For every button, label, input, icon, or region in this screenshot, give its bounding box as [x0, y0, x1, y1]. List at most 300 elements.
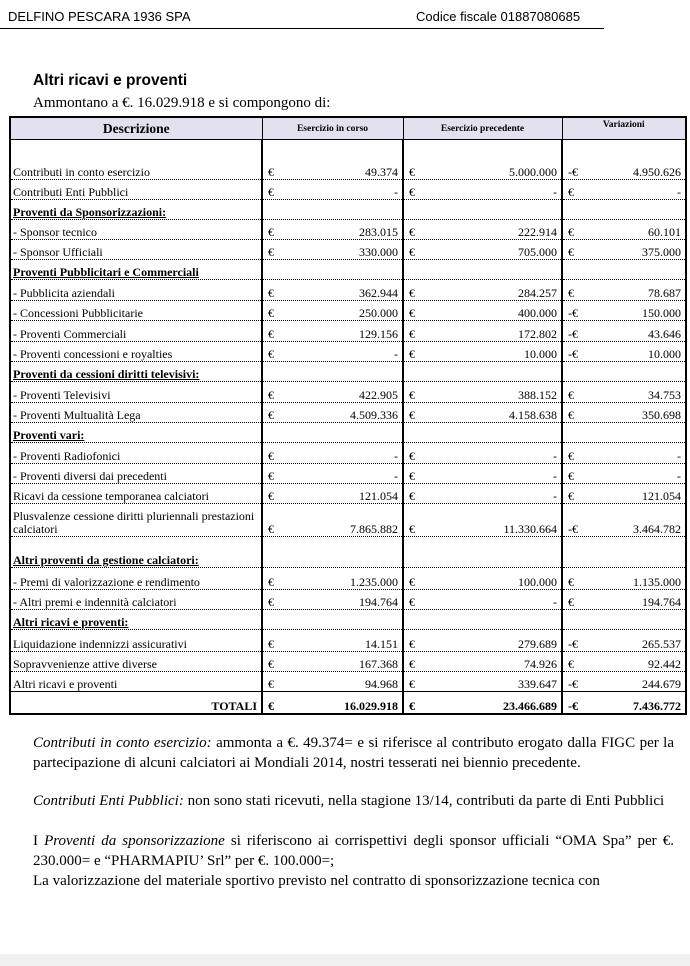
amount-value: - — [394, 185, 398, 199]
cell-esercizio-in-corso — [262, 484, 403, 504]
total-variazioni — [562, 692, 686, 714]
amount-value: 100.000 — [518, 575, 557, 589]
cell-esercizio-in-corso — [262, 568, 403, 590]
row-description — [10, 464, 262, 484]
currency-sign: € — [568, 449, 574, 463]
currency-sign: € — [568, 489, 574, 503]
row-description — [10, 362, 262, 382]
footer-bar — [0, 954, 690, 966]
currency-sign: € — [268, 185, 274, 199]
amount-value: 222.914 — [518, 225, 557, 239]
row-description — [10, 260, 262, 280]
row-description — [10, 652, 262, 672]
row-description-text: - Proventi Multualità Lega — [13, 408, 141, 422]
amount-value: 121.054 — [359, 489, 398, 503]
amount — [406, 576, 557, 589]
currency-sign: € — [409, 469, 415, 483]
amount — [406, 246, 557, 259]
cell-esercizio-precedente — [403, 610, 562, 630]
currency-sign: € — [268, 408, 274, 422]
cell-esercizio-precedente — [403, 464, 562, 484]
currency-sign: € — [268, 522, 274, 536]
cell-variazioni — [562, 484, 686, 504]
table-row — [10, 443, 686, 464]
amount — [265, 328, 398, 341]
amount — [265, 470, 398, 483]
amount — [265, 658, 398, 671]
cell-esercizio-in-corso — [262, 342, 403, 362]
currency-sign: -€ — [568, 522, 578, 536]
row-description-text: - Proventi concessioni e royalties — [13, 347, 173, 361]
amount-value: - — [677, 185, 681, 199]
amount — [265, 348, 398, 361]
amount — [406, 490, 557, 503]
row-description — [10, 568, 262, 590]
row-description-text: Altri proventi da gestione calciatori: — [13, 553, 199, 567]
amount-value: 92.442 — [648, 657, 681, 671]
cell-variazioni — [562, 464, 686, 484]
amount — [406, 389, 557, 402]
cell-esercizio-in-corso — [262, 220, 403, 240]
cell-esercizio-in-corso — [262, 200, 403, 220]
amount — [265, 246, 398, 259]
amount-value: - — [553, 449, 557, 463]
row-description — [10, 443, 262, 464]
row-description — [10, 180, 262, 200]
cell-esercizio-in-corso — [262, 652, 403, 672]
amount — [565, 576, 681, 589]
amount-value: 194.764 — [642, 595, 681, 609]
cell-variazioni — [562, 200, 686, 220]
cell-variazioni — [562, 672, 686, 692]
row-description-text: Altri ricavi e proventi: — [13, 615, 129, 629]
table-row — [10, 301, 686, 321]
row-description — [10, 342, 262, 362]
row-description — [10, 590, 262, 610]
amount-value: 388.152 — [518, 388, 557, 402]
table-row — [10, 484, 686, 504]
amount-value: 10.000 — [648, 347, 681, 361]
row-description-text: - Sponsor tecnico — [13, 225, 97, 239]
amount-value: - — [394, 347, 398, 361]
amount-value: 330.000 — [359, 245, 398, 259]
amount — [565, 389, 681, 402]
row-description — [10, 321, 262, 342]
amount-value: 4.509.336 — [350, 408, 398, 422]
currency-sign: € — [409, 449, 415, 463]
row-description-text: - Premi di valorizzazione e rendimento — [13, 575, 200, 589]
currency-sign: € — [268, 698, 274, 713]
table-group-header — [10, 260, 686, 280]
table-row — [10, 652, 686, 672]
total-esercizio-precedente — [403, 692, 562, 714]
amount — [265, 450, 398, 463]
currency-sign: € — [268, 469, 274, 483]
table-row — [10, 240, 686, 260]
currency-sign: € — [409, 677, 415, 691]
amount-value: - — [553, 489, 557, 503]
row-description — [10, 280, 262, 301]
cell-esercizio-precedente — [403, 301, 562, 321]
amount-value: 1.135.000 — [633, 575, 681, 589]
amount-value: 265.537 — [642, 637, 681, 651]
table-group-header — [10, 537, 686, 568]
row-description — [10, 423, 262, 443]
table-row — [10, 464, 686, 484]
table-row — [10, 382, 686, 403]
amount — [406, 678, 557, 691]
amount — [265, 389, 398, 402]
currency-sign: -€ — [568, 165, 578, 179]
currency-sign: € — [268, 286, 274, 300]
amount-value: 400.000 — [518, 306, 557, 320]
row-description-text: Contributi Enti Pubblici — [13, 185, 129, 199]
cell-esercizio-precedente — [403, 140, 562, 180]
currency-sign: € — [409, 408, 415, 422]
table-group-header — [10, 423, 686, 443]
cell-variazioni — [562, 630, 686, 652]
section-intro: Ammontano a €. 16.029.918 e si compongono di: — [33, 95, 331, 111]
table-group-header — [10, 610, 686, 630]
currency-sign: € — [409, 637, 415, 651]
currency-sign: € — [268, 327, 274, 341]
row-description-text: Proventi vari: — [13, 428, 85, 442]
cell-esercizio-in-corso — [262, 610, 403, 630]
currency-sign: € — [568, 408, 574, 422]
table-row — [10, 140, 686, 180]
amount-value: 5.000.000 — [509, 165, 557, 179]
amount — [265, 596, 398, 609]
cell-variazioni — [562, 504, 686, 537]
cell-esercizio-in-corso — [262, 537, 403, 568]
currency-sign: € — [268, 388, 274, 402]
total-label — [10, 692, 262, 714]
cell-esercizio-in-corso — [262, 240, 403, 260]
amount-value: 129.156 — [359, 327, 398, 341]
cell-esercizio-precedente — [403, 200, 562, 220]
row-description-text: Sopravvenienze attive diverse — [13, 657, 157, 671]
cell-esercizio-precedente — [403, 568, 562, 590]
page-header — [0, 0, 690, 30]
cell-esercizio-precedente — [403, 672, 562, 692]
currency-sign: € — [268, 575, 274, 589]
amount — [565, 186, 681, 199]
currency-sign: € — [409, 327, 415, 341]
amount — [565, 328, 681, 341]
table-row — [10, 180, 686, 200]
amount-value: 78.687 — [648, 286, 681, 300]
amount-value: 34.753 — [648, 388, 681, 402]
total-label-text: TOTALI — [211, 698, 257, 713]
row-description — [10, 220, 262, 240]
note-materiale-sportivo — [33, 871, 674, 891]
amount-value: 1.235.000 — [350, 575, 398, 589]
currency-sign: € — [268, 677, 274, 691]
currency-sign: -€ — [568, 327, 578, 341]
amount-value: 375.000 — [642, 245, 681, 259]
table-row — [10, 403, 686, 423]
currency-sign: € — [568, 286, 574, 300]
currency-sign: € — [268, 449, 274, 463]
currency-sign: € — [568, 575, 574, 589]
cell-esercizio-precedente — [403, 382, 562, 403]
row-description-text: Altri ricavi e proventi — [13, 677, 118, 691]
row-description-text: Plusvalenze cessione diritti pluriennali prestazioni calciatori — [13, 509, 255, 536]
cell-esercizio-in-corso — [262, 260, 403, 280]
table-row — [10, 342, 686, 362]
cell-esercizio-precedente — [403, 362, 562, 382]
currency-sign: -€ — [568, 637, 578, 651]
row-description — [10, 630, 262, 652]
currency-sign: € — [268, 657, 274, 671]
amount — [406, 638, 557, 651]
amount — [406, 596, 557, 609]
revenue-table — [9, 116, 687, 715]
amount — [265, 700, 398, 713]
amount-value: 244.679 — [642, 677, 681, 691]
total-esercizio-in-corso — [262, 692, 403, 714]
cell-esercizio-in-corso — [262, 280, 403, 301]
row-description — [10, 504, 262, 537]
amount-value: 10.000 — [524, 347, 557, 361]
amount — [565, 678, 681, 691]
amount — [406, 470, 557, 483]
cell-variazioni — [562, 240, 686, 260]
currency-sign: € — [568, 469, 574, 483]
currency-sign: -€ — [568, 698, 578, 713]
amount — [265, 576, 398, 589]
cell-esercizio-precedente — [403, 443, 562, 464]
currency-sign: € — [568, 388, 574, 402]
currency-sign: € — [268, 225, 274, 239]
cell-esercizio-precedente — [403, 537, 562, 568]
currency-sign: € — [568, 225, 574, 239]
row-description-text: - Proventi diversi dai precedenti — [13, 469, 167, 483]
cell-esercizio-in-corso — [262, 403, 403, 423]
cell-variazioni — [562, 610, 686, 630]
table-header-row — [10, 117, 686, 140]
amount-value: 3.464.782 — [633, 522, 681, 536]
amount-value: 150.000 — [642, 306, 681, 320]
amount-value: 14.151 — [365, 637, 398, 651]
cell-esercizio-in-corso — [262, 672, 403, 692]
cell-esercizio-precedente — [403, 590, 562, 610]
row-description-text: Proventi da Sponsorizzazioni: — [13, 205, 167, 219]
amount-value: - — [394, 449, 398, 463]
amount — [565, 307, 681, 320]
currency-sign: € — [568, 185, 574, 199]
col-header-variazioni: Variazioni — [562, 117, 686, 140]
cell-variazioni — [562, 537, 686, 568]
currency-sign: € — [409, 657, 415, 671]
amount-value: 283.015 — [359, 225, 398, 239]
currency-sign: -€ — [568, 347, 578, 361]
company-name: DELFINO PESCARA 1936 SPA — [8, 9, 191, 24]
currency-sign: € — [409, 347, 415, 361]
amount-value: 4.158.638 — [509, 408, 557, 422]
cell-esercizio-in-corso — [262, 140, 403, 180]
amount — [265, 523, 398, 536]
amount — [565, 523, 681, 536]
cell-variazioni — [562, 423, 686, 443]
cell-variazioni — [562, 321, 686, 342]
amount-value: 4.950.626 — [633, 165, 681, 179]
row-description-text: Contributi in conto esercizio — [13, 165, 150, 179]
amount-value: - — [553, 595, 557, 609]
table-row — [10, 630, 686, 652]
cell-variazioni — [562, 403, 686, 423]
currency-sign: € — [409, 489, 415, 503]
currency-sign: € — [268, 595, 274, 609]
amount — [265, 678, 398, 691]
cell-esercizio-in-corso — [262, 180, 403, 200]
amount-value: - — [394, 469, 398, 483]
amount — [406, 700, 557, 713]
cell-esercizio-precedente — [403, 403, 562, 423]
cell-esercizio-in-corso — [262, 590, 403, 610]
amount — [406, 166, 557, 179]
table-row — [10, 568, 686, 590]
cell-variazioni — [562, 342, 686, 362]
amount — [406, 409, 557, 422]
cell-variazioni — [562, 590, 686, 610]
cell-esercizio-precedente — [403, 652, 562, 672]
amount-value: 74.926 — [524, 657, 557, 671]
amount-value: 705.000 — [518, 245, 557, 259]
table-body — [10, 140, 686, 714]
row-description — [10, 140, 262, 180]
col-header-esercizio-in-corso: Esercizio in corso — [262, 117, 403, 140]
row-description-text: - Altri premi e indennità calciatori — [13, 595, 177, 609]
currency-sign: € — [409, 306, 415, 320]
cell-esercizio-precedente — [403, 630, 562, 652]
cell-esercizio-in-corso — [262, 362, 403, 382]
cell-esercizio-precedente — [403, 180, 562, 200]
cell-esercizio-precedente — [403, 240, 562, 260]
amount-value: 16.029.918 — [344, 698, 398, 713]
amount — [265, 409, 398, 422]
amount-value: - — [553, 469, 557, 483]
row-description — [10, 403, 262, 423]
cell-variazioni — [562, 260, 686, 280]
currency-sign: € — [409, 522, 415, 536]
cell-esercizio-precedente — [403, 260, 562, 280]
currency-sign: € — [268, 489, 274, 503]
cell-variazioni — [562, 443, 686, 464]
row-description-text: Proventi da cessioni diritti televisivi: — [13, 367, 200, 381]
amount — [265, 490, 398, 503]
table-group-header — [10, 362, 686, 382]
amount — [565, 226, 681, 239]
amount — [265, 226, 398, 239]
cell-variazioni — [562, 180, 686, 200]
currency-sign: € — [268, 637, 274, 651]
note-sponsorizzazione — [33, 831, 674, 871]
amount — [406, 658, 557, 671]
amount-value: 284.257 — [518, 286, 557, 300]
table-row — [10, 504, 686, 537]
amount-value: 167.368 — [359, 657, 398, 671]
amount — [265, 287, 398, 300]
cell-variazioni — [562, 652, 686, 672]
currency-sign: € — [409, 225, 415, 239]
cell-esercizio-in-corso — [262, 443, 403, 464]
row-description — [10, 484, 262, 504]
amount — [406, 287, 557, 300]
note-text: ammonta a €. 49.374= e si riferisce al contributo erogato dalla FIGC per la partecipazione di alcuni calciatori ai Mondiali 2014, nostri tesserati nei biennio precedente. — [33, 735, 675, 771]
amount-value: 23.466.689 — [503, 698, 557, 713]
row-description — [10, 672, 262, 692]
cell-variazioni — [562, 140, 686, 180]
table-row — [10, 220, 686, 240]
currency-sign: € — [409, 388, 415, 402]
cell-variazioni — [562, 382, 686, 403]
note-text: I — [33, 833, 45, 849]
currency-sign: € — [409, 185, 415, 199]
col-header-esercizio-precedente: Esercizio precedente — [403, 117, 562, 140]
tax-code: Codice fiscale 01887080685 — [416, 9, 581, 24]
cell-esercizio-in-corso — [262, 321, 403, 342]
cell-variazioni — [562, 280, 686, 301]
cell-esercizio-precedente — [403, 220, 562, 240]
amount-value: 121.054 — [642, 489, 681, 503]
header-rule — [0, 28, 604, 29]
amount — [265, 638, 398, 651]
currency-sign: € — [268, 165, 274, 179]
notes — [33, 733, 674, 891]
row-description-text: - Sponsor Ufficiali — [13, 245, 103, 259]
amount-value: - — [677, 449, 681, 463]
currency-sign: € — [409, 165, 415, 179]
amount-value: 43.646 — [648, 327, 681, 341]
cell-variazioni — [562, 220, 686, 240]
table-total-row — [10, 692, 686, 714]
note-text: non sono stati ricevuti, nella stagione 13/14, contributi da parte di Enti Pubblici — [183, 793, 665, 809]
amount — [265, 307, 398, 320]
currency-sign: -€ — [568, 677, 578, 691]
amount-value: 194.764 — [359, 595, 398, 609]
amount — [565, 700, 681, 713]
amount — [406, 523, 557, 536]
currency-sign: € — [409, 286, 415, 300]
cell-esercizio-in-corso — [262, 423, 403, 443]
row-description-text: - Proventi Radiofonici — [13, 449, 121, 463]
table-row — [10, 280, 686, 301]
amount-value: 362.944 — [359, 286, 398, 300]
amount — [406, 348, 557, 361]
amount-value: 422.905 — [359, 388, 398, 402]
amount — [265, 166, 398, 179]
amount — [565, 287, 681, 300]
row-description-text: Proventi Pubblicitari e Commerciali — [13, 265, 199, 279]
amount-value: 11.330.664 — [503, 522, 557, 536]
amount-value: - — [553, 185, 557, 199]
amount-value: 7.436.772 — [633, 698, 681, 713]
currency-sign: € — [409, 245, 415, 259]
amount — [565, 450, 681, 463]
amount — [406, 186, 557, 199]
section-title: Altri ricavi e proventi — [33, 72, 188, 89]
row-description-text: - Pubblicita aziendali — [13, 286, 115, 300]
amount — [565, 409, 681, 422]
currency-sign: € — [268, 245, 274, 259]
row-description — [10, 537, 262, 568]
cell-esercizio-in-corso — [262, 382, 403, 403]
amount — [406, 307, 557, 320]
amount — [565, 470, 681, 483]
amount-value: 350.698 — [642, 408, 681, 422]
table-group-header — [10, 200, 686, 220]
